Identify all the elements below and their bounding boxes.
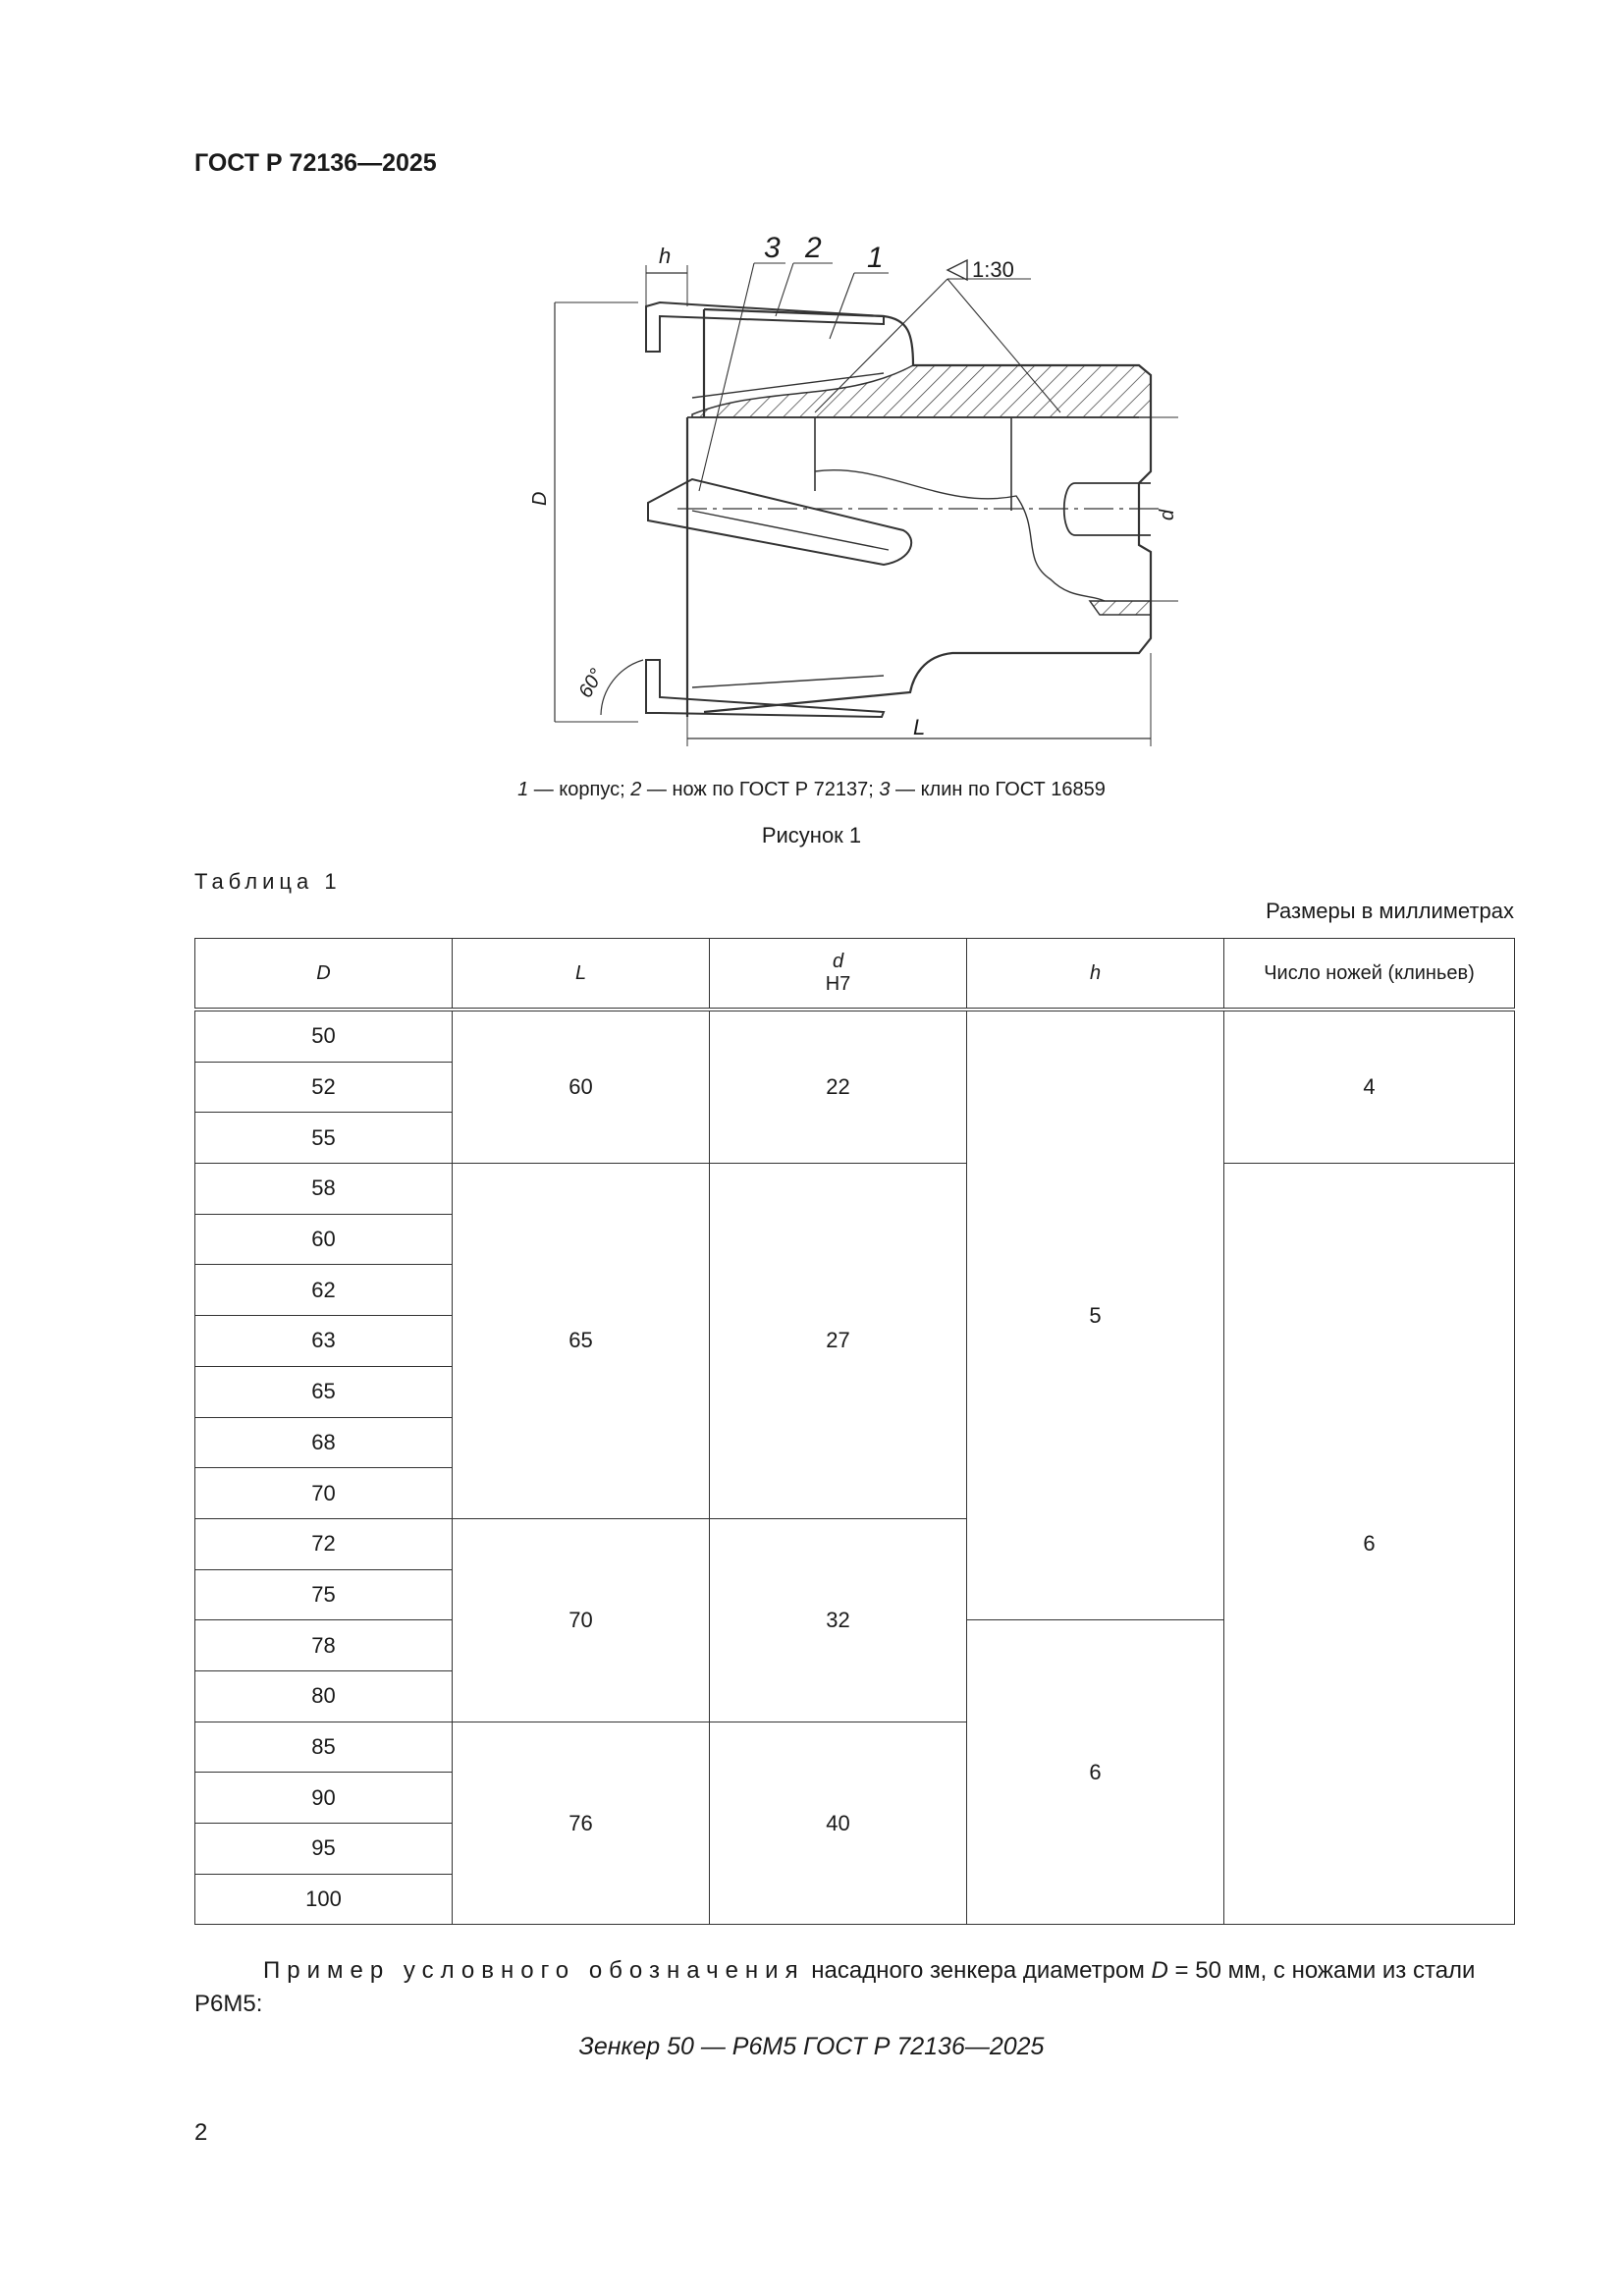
cell-D: 100 xyxy=(195,1874,453,1925)
header-d xyxy=(710,939,967,1011)
table-row xyxy=(195,1010,1515,1062)
dim-d-label: d xyxy=(1157,509,1178,520)
legend-text-1: — корпус; xyxy=(528,779,631,800)
legend-text-2: — нож по ГОСТ Р 72137; xyxy=(641,779,880,800)
body-section-hatch-lower xyxy=(1090,601,1151,615)
break-line xyxy=(815,470,1105,601)
cell-L: 76 xyxy=(453,1722,710,1925)
cell-D: 68 xyxy=(195,1417,453,1468)
angle-label: 60° xyxy=(574,665,609,702)
cell-D: 85 xyxy=(195,1722,453,1773)
table-units-note: Размеры в миллиметрах xyxy=(1266,899,1514,923)
table-title: Таблица 1 xyxy=(194,869,342,894)
leader-label-1: 1 xyxy=(867,242,884,274)
cell-d: 22 xyxy=(710,1010,967,1164)
cell-D: 62 xyxy=(195,1265,453,1316)
taper-label: 1:30 xyxy=(972,257,1014,282)
header-d-tolerance: H7 xyxy=(825,973,851,995)
figure-caption: Рисунок 1 xyxy=(761,823,862,847)
header-D: D xyxy=(195,939,453,1011)
table-row xyxy=(195,1164,1515,1215)
page-number: 2 xyxy=(194,2119,208,2146)
angle-arc xyxy=(601,660,643,715)
legend-num-2: 2 xyxy=(630,779,642,800)
taper-symbol xyxy=(947,260,967,280)
dim-D-label: D xyxy=(529,491,551,506)
dim-L-label: L xyxy=(913,715,926,739)
cell-D: 60 xyxy=(195,1214,453,1265)
cell-d: 40 xyxy=(710,1722,967,1925)
cell-D: 63 xyxy=(195,1316,453,1367)
cell-D: 72 xyxy=(195,1518,453,1569)
header-L: L xyxy=(453,939,710,1011)
cell-D: 50 xyxy=(195,1010,453,1062)
cell-D: 52 xyxy=(195,1062,453,1113)
body-section-hatch xyxy=(692,365,1151,417)
header-h: h xyxy=(967,939,1224,1011)
header-knives: Число ножей (клиньев) xyxy=(1224,939,1515,1011)
example-text-after: = 50 мм, с ножами из стали Р6М5: xyxy=(194,1957,1476,2017)
cell-d: 32 xyxy=(710,1518,967,1722)
cell-D: 65 xyxy=(195,1366,453,1417)
upper-knife xyxy=(646,302,884,352)
cell-h: 5 xyxy=(967,1010,1224,1620)
standard-header: ГОСТ Р 72136—2025 xyxy=(194,149,437,177)
legend-text-3: — клин по ГОСТ 16859 xyxy=(890,779,1106,800)
legend-num-1: 1 xyxy=(517,779,529,800)
leader-label-2: 2 xyxy=(805,232,822,264)
cell-L: 60 xyxy=(453,1010,710,1164)
cell-D: 80 xyxy=(195,1670,453,1722)
leader-label-3: 3 xyxy=(764,232,781,264)
dim-h-label: h xyxy=(659,244,672,268)
technical-drawing xyxy=(511,216,1178,766)
cell-D: 70 xyxy=(195,1468,453,1519)
header-d-symbol: d xyxy=(832,951,844,972)
cell-D: 55 xyxy=(195,1113,453,1164)
cell-knives: 4 xyxy=(1224,1010,1515,1164)
example-lead: Пример условного обозначения xyxy=(263,1957,805,1984)
cell-knives: 6 xyxy=(1224,1164,1515,1925)
designation-example xyxy=(194,1954,1514,2021)
cell-D: 90 xyxy=(195,1773,453,1824)
cell-d: 27 xyxy=(710,1164,967,1519)
figure-legend xyxy=(0,779,1623,801)
cell-D: 58 xyxy=(195,1164,453,1215)
cell-h: 6 xyxy=(967,1620,1224,1925)
example-text-before: насадного зенкера диаметром xyxy=(804,1957,1152,1984)
cell-L: 65 xyxy=(453,1164,710,1519)
table-header-row xyxy=(195,939,1515,1011)
designation-formula: Зенкер 50 — Р6М5 ГОСТ Р 72136—2025 xyxy=(578,2033,1045,2060)
cell-D: 75 xyxy=(195,1569,453,1620)
legend-num-3: 3 xyxy=(879,779,891,800)
cell-D: 95 xyxy=(195,1824,453,1875)
cell-D: 78 xyxy=(195,1620,453,1671)
cell-L: 70 xyxy=(453,1518,710,1722)
lower-knife xyxy=(646,660,884,717)
example-var: D xyxy=(1151,1957,1168,1984)
dimensions-table xyxy=(194,938,1515,1925)
